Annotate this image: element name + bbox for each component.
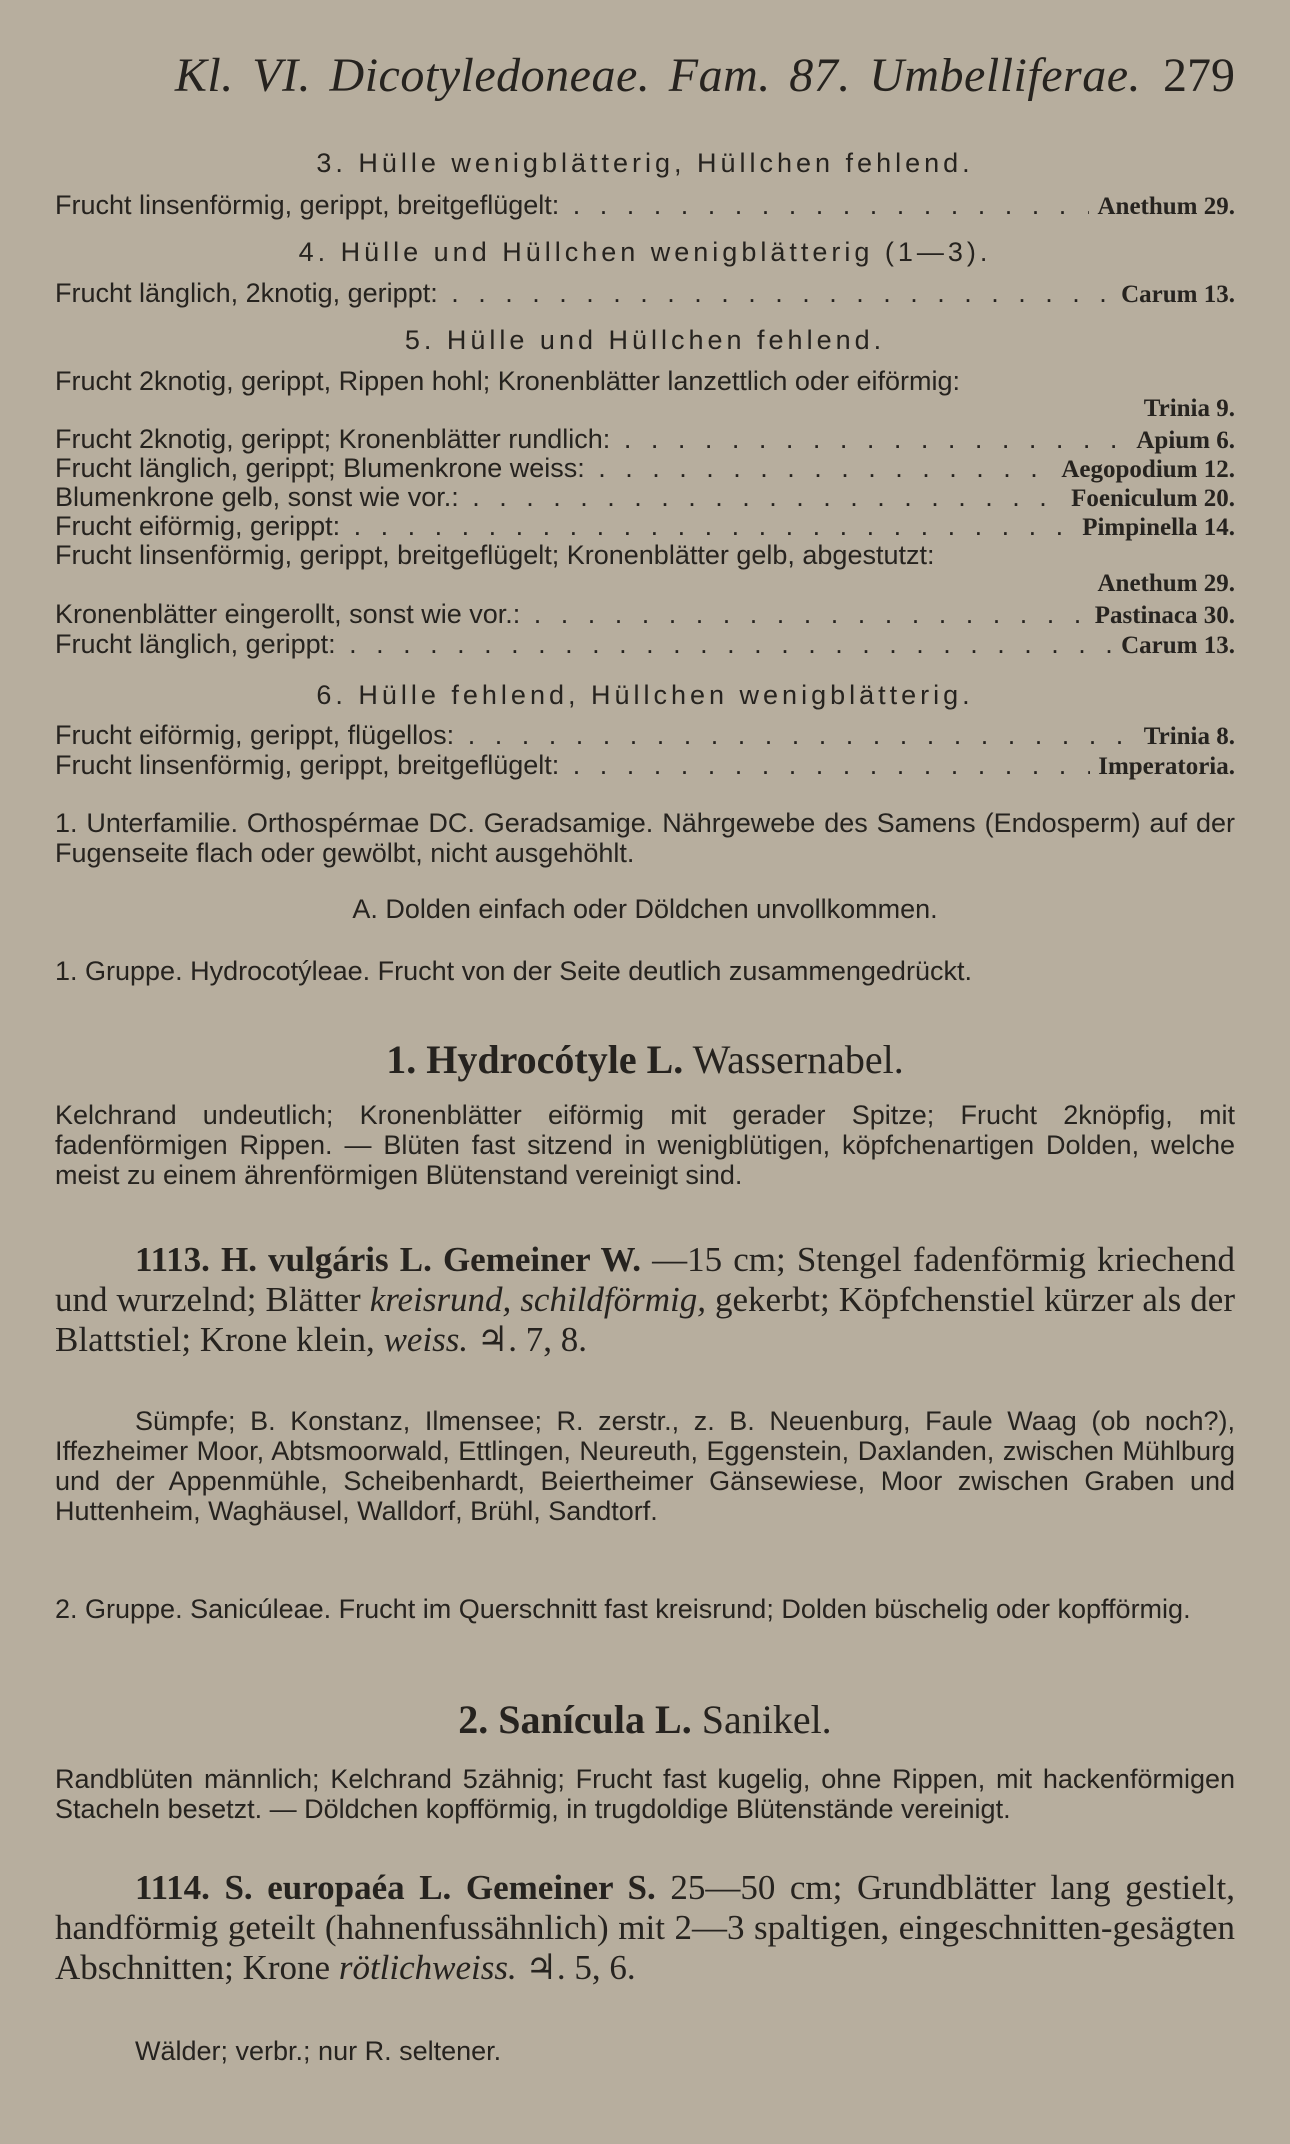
genus-heading (55, 1696, 1235, 1743)
species-entry: 1113. H. vulgáris L. Gemeiner W. —15 cm; Stengel fadenförmig kriechend und wurzelnd; Blätter kreisrund, schildförmig, gekerbt; Köpfchenstiel kürzer als der Blattstiel; Krone klein, weiss. ♃. 7, 8. (55, 1240, 1235, 1359)
genus-common-name: Sanikel. (701, 1697, 832, 1742)
subfamily-paragraph: 1. Unterfamilie. Orthospérmae DC. Geradsamige. Nährgewebe des Samens (Endosperm) auf der Fugenseite flach oder gewölbt, nicht ausgehöhlt. (55, 808, 1235, 868)
key-row: Frucht linsenförmig, gerippt, breitgeflügelt: . . . Anethum 29. (55, 190, 1235, 222)
group-2-heading: 2. Gruppe. Sanicúleae. Frucht im Querschnitt fast kreisrund; Dolden büschelig oder kopfförmig. (55, 1594, 1191, 1624)
key-row: Frucht linsenförmig, gerippt, breitgeflügelt: . . . Imperatoria. (55, 750, 1235, 782)
genus-name: 1. Hydrocótyle L. (386, 1037, 684, 1082)
key-group-6-heading: 6. Hülle fehlend, Hüllchen wenigblätterig. (316, 680, 974, 710)
genus-common-name: Wassernabel. (692, 1037, 904, 1082)
key-group-4-heading: 4. Hülle und Hüllchen wenigblätterig (1—3). (298, 237, 992, 267)
key-row: Frucht 2knotig, gerippt; Kronenblätter rundlich: . . . Apium 6. (55, 424, 1235, 456)
key-row: Blumenkrone gelb, sonst wie vor.: . . . Foeniculum 20. (55, 482, 1235, 514)
key-row: Frucht linsenförmig, gerippt, breitgeflügelt; Kronenblätter gelb, abgestutzt: Anethum 29. (55, 540, 1235, 597)
key-row: Frucht 2knotig, gerippt, Rippen hohl; Kronenblätter lanzettlich oder eiförmig: Trinia 9. (55, 366, 1235, 422)
group-1-heading: 1. Gruppe. Hydrocotýleae. Frucht von der Seite deutlich zusammengedrückt. (55, 956, 972, 986)
genus-description: Kelchrand undeutlich; Kronenblätter eiförmig mit gerader Spitze; Frucht 2knöpfig, mit fadenförmigen Rippen. — Blüten fast sitzend in wenigblütigen, köpfchenartigen Dolden, welche meist zu einem ährenförmigen Blütenstand vereinigt sind. (55, 1100, 1235, 1190)
key-group-3-heading: 3. Hülle wenigblätterig, Hüllchen fehlend. (316, 148, 974, 178)
genus-heading (55, 1036, 1235, 1083)
key-row: Frucht länglich, 2knotig, gerippt: . . . Carum 13. (55, 278, 1235, 310)
species-entry: 1114. S. europaéa L. Gemeiner S. 25—50 cm; Grundblätter lang gestielt, handförmig geteilt (hahnenfussähnlich) mit 2—3 spaltigen, eingeschnitten-gesägten Abschnitten; Krone rötlichweiss. ♃. 5, 6. (55, 1868, 1236, 1987)
header-title: Kl. VI. Dicotyledoneae. Fam. 87. Umbelliferae. (174, 48, 1141, 102)
key-row: Kronenblätter eingerollt, sonst wie vor.: . . . Pastinaca 30. (55, 599, 1235, 631)
key-row: Frucht eiförmig, gerippt: . . . Pimpinella 14. (55, 511, 1235, 543)
page-number: 279 (1163, 48, 1235, 102)
key-group-5-heading: 5. Hülle und Hüllchen fehlend. (404, 325, 886, 355)
running-head (55, 40, 1235, 110)
species-localities: Wälder; verbr.; nur R. seltener. (135, 2036, 502, 2066)
key-row: Frucht eiförmig, gerippt, flügellos: . . . Trinia 8. (55, 720, 1235, 752)
genus-description: Randblüten männlich; Kelchrand 5zähnig; Frucht fast kugelig, ohne Rippen, mit hackenförmigen Stacheln besetzt. — Döldchen kopfförmig, in trugdoldige Blütenstände vereinigt. (55, 1764, 1235, 1824)
genus-name: 2. Sanícula L. (458, 1697, 692, 1742)
key-row: Frucht länglich, gerippt: . . . Carum 13. (55, 629, 1235, 661)
species-localities: Sümpfe; B. Konstanz, Ilmensee; R. zerstr., z. B. Neuenburg, Faule Waag (ob noch?), Iffezheimer Moor, Abtsmoorwald, Ettlingen, Neureuth, Eggenstein, Daxlanden, zwischen Mühlburg und der Appenmühle, Scheibenhardt, Beiertheimer Gänsewiese, Moor zwischen Graben und Huttenheim, Waghäusel, Walldorf, Brühl, Sandtorf. (55, 1406, 1235, 1526)
section-a-heading: A. Dolden einfach oder Döldchen unvollkommen. (352, 894, 938, 924)
key-row: Frucht länglich, gerippt; Blumenkrone weiss: . . . Aegopodium 12. (55, 453, 1235, 485)
species-number: 1114. S. europaéa L. Gemeiner S. (135, 1868, 656, 1907)
species-number: 1113. H. vulgáris L. Gemeiner W. (135, 1240, 642, 1279)
